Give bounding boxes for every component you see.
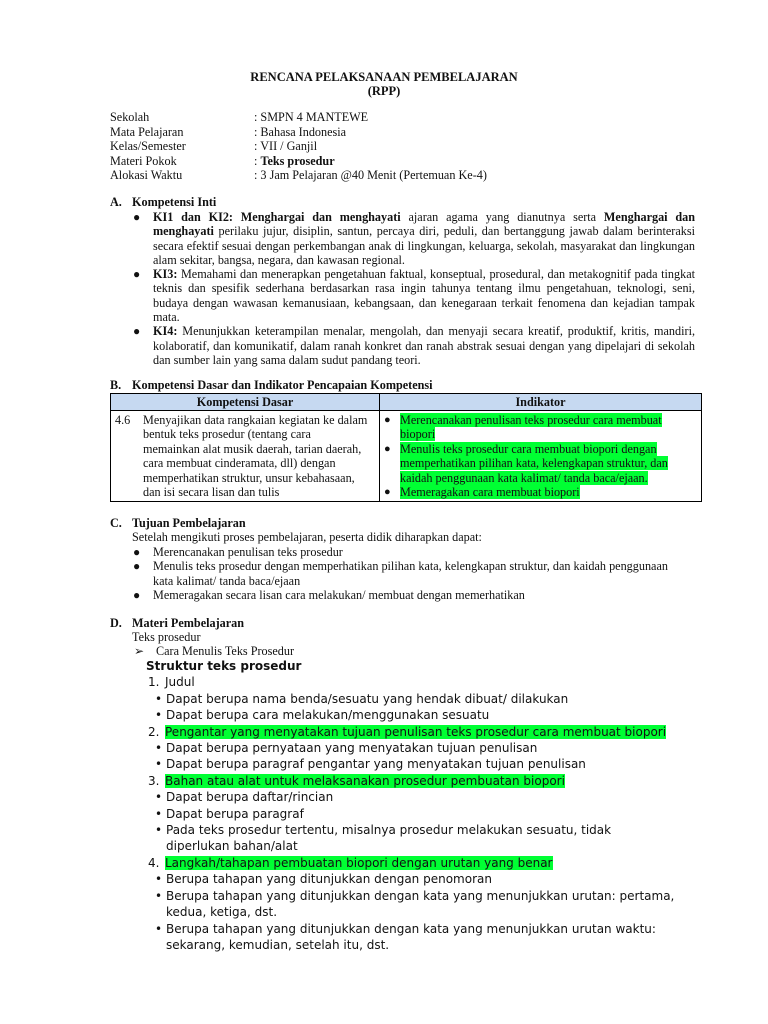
- document-subtitle: (RPP): [367, 84, 401, 98]
- info-value: : Bahasa Indonesia: [254, 124, 347, 139]
- table-row: [111, 411, 702, 502]
- section-title: Materi Pembelajaran: [132, 616, 245, 630]
- sub-item-text: Dapat berupa paragraf: [166, 806, 304, 821]
- section-c-heading: [110, 516, 246, 530]
- bullet-icon: •: [155, 708, 163, 723]
- document-title: RENCANA PELAKSANAAN PEMBELAJARAN: [250, 70, 518, 84]
- struktur-title: Struktur teks prosedur: [146, 659, 302, 673]
- struktur-part: [148, 855, 706, 871]
- materi-arrow-text: Cara Menulis Teks Prosedur: [156, 644, 295, 658]
- list-item: [133, 545, 673, 559]
- bullet-icon: •: [155, 757, 163, 772]
- bullet-icon: ●: [133, 324, 141, 339]
- identity-block: [110, 110, 487, 183]
- bullet-icon: •: [155, 806, 163, 821]
- section-title: Kompetensi Dasar dan Indikator Pencapaian Kompetensi: [132, 378, 433, 392]
- part-sub-item: [146, 740, 706, 756]
- tujuan-list: [133, 545, 673, 602]
- list-item-text: Memeragakan secara lisan cara melakukan/ membuat dengan memerhatikan: [153, 587, 525, 602]
- info-value: : VII / Ganjil: [254, 139, 318, 154]
- info-row-materi: [110, 154, 487, 169]
- section-letter: C.: [110, 516, 122, 530]
- list-item: [133, 267, 695, 324]
- materi-subtitle: Teks prosedur: [132, 630, 201, 644]
- bullet-icon: ●: [133, 587, 141, 602]
- indicator-item: [384, 485, 697, 499]
- struktur-part: [148, 724, 706, 740]
- indicator-text: Menulis teks prosedur cara membuat biopori dengan memperhatikan pilihan kata, kelengkapan struktur, dan kaidah penggunaan kata kalimat/ tanda baca/ejaan.: [400, 441, 668, 485]
- info-value: : 3 Jam Pelajaran @40 Menit (Pertemuan Ke-4): [254, 168, 487, 183]
- part-sub-item: [146, 806, 706, 822]
- info-row-mapel: [110, 125, 487, 140]
- info-label: Materi Pokok: [110, 153, 177, 168]
- bullet-icon: ●: [133, 559, 141, 574]
- info-value-prefix: :: [254, 153, 261, 168]
- info-label: Kelas/Semester: [110, 139, 186, 154]
- list-item: [133, 588, 673, 602]
- struktur-block: [146, 658, 706, 953]
- section-a-heading: [110, 195, 216, 209]
- part-sub-item: [146, 871, 706, 887]
- kompetensi-inti-list: [133, 210, 695, 367]
- table-header-kd: Kompetensi Dasar: [111, 394, 380, 411]
- info-row-alokasi: [110, 168, 487, 183]
- bullet-icon: •: [155, 691, 163, 706]
- sub-item-text: Dapat berupa nama benda/sesuatu yang hendak dibuat/ dilakukan: [166, 691, 569, 706]
- sub-item-text: Berupa tahapan yang ditunjukkan dengan kata yang menunjukkan urutan waktu: sekarang, kemudian, setelah itu, dst.: [166, 921, 656, 952]
- part-number: 1.: [148, 675, 160, 690]
- bullet-icon: ●: [133, 210, 141, 224]
- sub-item-text: Berupa tahapan yang ditunjukkan dengan penomoran: [166, 872, 492, 887]
- sub-item-text: Dapat berupa paragraf pengantar yang menyatakan tujuan penulisan: [166, 757, 586, 772]
- info-value-bold: Teks prosedur: [260, 153, 335, 168]
- part-sub-item: [146, 756, 706, 772]
- bullet-icon: •: [155, 790, 163, 805]
- kd-cell: [111, 411, 380, 502]
- info-row-kelas: [110, 139, 487, 154]
- bullet-icon: ●: [133, 267, 141, 282]
- info-label: Sekolah: [110, 110, 150, 124]
- part-sub-item: [146, 921, 706, 954]
- list-item-text: KI3: Memahami dan menerapkan pengetahuan faktual, konseptual, prosedural, dan metakognitif pada tingkat teknis dan spesifik sederhana berdasarkan rasa ingin tahunya tentang ilmu pengetahuan, teknologi, seni, budaya dengan wawasan kemanusiaan, kebangsaan, dan kenegaraan terkait fenomena dan kejadian tampak mata.: [153, 267, 695, 325]
- section-letter: B.: [110, 378, 122, 392]
- struktur-part: [148, 773, 706, 789]
- list-item-text: KI1 dan KI2: Menghargai dan menghayati ajaran agama yang dianutnya serta Menghargai dan menghayati perilaku jujur, disiplin, santun, percaya diri, peduli, dan bertanggung jawab dalam berinteraksi secara efektif sesuai dengan perkembangan anak di lingkungan, keluarga, sekolah, masyarakat dan lingkungan alam sekitar, bangsa, negara, dan kawasan regional.: [153, 210, 696, 267]
- section-d-heading: [110, 616, 244, 630]
- info-value: [254, 154, 335, 169]
- part-sub-item: [146, 789, 706, 805]
- list-item-text: Menulis teks prosedur dengan memperhatikan pilihan kata, kelengkapan struktur, dan kaidah penggunaan kata kalimat/ tanda baca/ejaan: [153, 559, 668, 588]
- list-item: [133, 559, 673, 588]
- list-item: [133, 324, 695, 367]
- info-label: Alokasi Waktu: [110, 168, 183, 183]
- list-item-text: Merencanakan penulisan teks prosedur: [153, 545, 343, 559]
- bullet-icon: ●: [133, 545, 141, 559]
- part-sub-item: [146, 707, 706, 723]
- part-label: Langkah/tahapan pembuatan biopori dengan urutan yang benar: [165, 855, 553, 870]
- tujuan-intro: Setelah mengikuti proses pembelajaran, peserta didik diharapkan dapat:: [132, 530, 482, 544]
- bullet-icon: •: [155, 888, 163, 903]
- info-label: Mata Pelajaran: [110, 124, 184, 139]
- indikator-cell: [380, 411, 702, 502]
- part-number: 3.: [148, 773, 160, 788]
- bullet-icon: •: [155, 921, 163, 936]
- indicator-item: [384, 413, 697, 442]
- part-sub-item: [146, 888, 706, 921]
- table-header-indikator: Indikator: [380, 394, 702, 411]
- part-label: Bahan atau alat untuk melaksanakan prosedur pembuatan biopori: [165, 773, 565, 788]
- part-sub-item: [146, 691, 706, 707]
- indicator-item: [384, 442, 697, 485]
- list-item: [133, 210, 695, 267]
- bullet-icon: •: [155, 741, 163, 756]
- info-row-sekolah: [110, 110, 487, 125]
- sub-item-text: Dapat berupa cara melakukan/menggunakan sesuatu: [166, 708, 490, 723]
- struktur-part: [148, 674, 706, 690]
- info-value: : SMPN 4 MANTEWE: [254, 110, 369, 124]
- part-number: 2.: [148, 724, 160, 739]
- part-sub-item: [146, 822, 706, 855]
- sub-item-text: Pada teks prosedur tertentu, misalnya prosedur melakukan sesuatu, tidak diperlukan bahan/alat: [166, 823, 612, 854]
- table-header-row: [111, 394, 702, 411]
- part-label: Judul: [165, 675, 195, 690]
- section-letter: D.: [110, 616, 122, 630]
- bullet-icon: ●: [384, 486, 391, 499]
- kd-number: 4.6: [115, 413, 131, 427]
- sub-item-text: Dapat berupa daftar/rincian: [166, 790, 334, 805]
- bullet-icon: ●: [384, 414, 391, 426]
- arrow-bullet-icon: ➢: [134, 644, 145, 658]
- sub-item-text: Dapat berupa pernyataan yang menyatakan tujuan penulisan: [166, 741, 538, 756]
- bullet-icon: •: [155, 872, 163, 887]
- section-title: Kompetensi Inti: [132, 195, 217, 209]
- kompetensi-table: [110, 393, 702, 502]
- indicator-text: Memeragakan cara membuat biopori: [400, 485, 580, 500]
- kd-text: Menyajikan data rangkaian kegiatan ke dalam bentuk teks prosedur (tentang cara memainkan alat musik daerah, tarian daerah, cara membuat cinderamata, dll) dengan memperhatikan struktur, unsur kebahasaan, dan isi secara lisan dan tulis: [143, 413, 368, 500]
- list-item-text: KI4: Menunjukkan keterampilan menalar, mengolah, dan menyaji secara kreatif, produktif, kritis, mandiri, kolaboratif, dan komunikatif, dalam ranah konkret dan ranah abstrak sesuai dengan yang dipelajari di sekolah dan sumber lain yang sama dalam sudut pandang teori.: [153, 324, 695, 367]
- materi-arrow-item: [134, 644, 294, 658]
- sub-item-text: Berupa tahapan yang ditunjukkan dengan kata yang menunjukkan urutan: pertama, kedua, ketiga, dst.: [166, 888, 675, 920]
- section-b-heading: [110, 378, 433, 392]
- indicator-text: Merencanakan penulisan teks prosedur cara membuat biopori: [400, 413, 662, 442]
- section-letter: A.: [110, 195, 122, 209]
- bullet-icon: ●: [384, 442, 391, 455]
- section-title: Tujuan Pembelajaran: [132, 516, 246, 530]
- part-label: Pengantar yang menyatakan tujuan penulisan teks prosedur cara membuat biopori: [165, 724, 667, 739]
- bullet-icon: •: [155, 823, 163, 838]
- part-number: 4.: [148, 855, 160, 870]
